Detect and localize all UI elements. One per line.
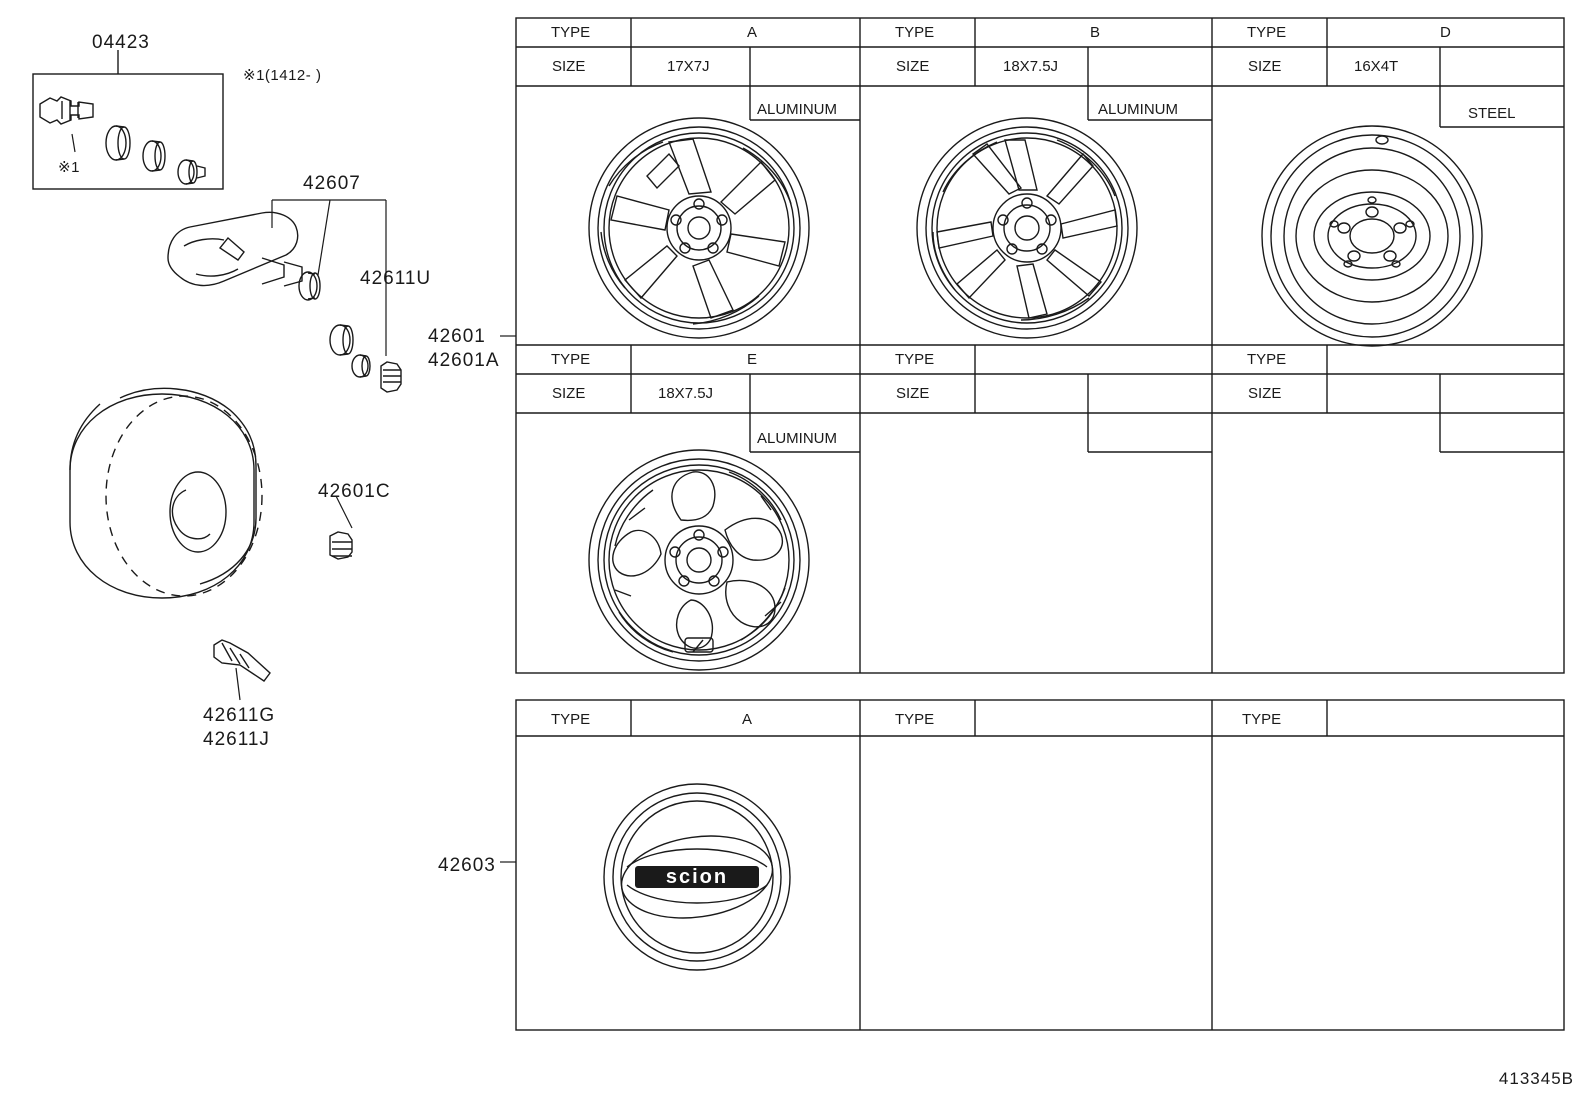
wheel-d-type-value: D: [1440, 24, 1451, 41]
wheel-d-size-label: SIZE: [1248, 58, 1282, 75]
label-42607: 42607: [303, 173, 361, 194]
wheel-e-size-label: SIZE: [552, 385, 586, 402]
wheel-table-grid: [516, 18, 1564, 673]
diagram-code: 413345B: [1498, 1069, 1574, 1088]
wheel-a-type-label: TYPE: [551, 24, 591, 41]
cap-blank1-type-label: TYPE: [895, 711, 935, 728]
label-42603: 42603: [438, 855, 496, 876]
wheel-a-size-label: SIZE: [552, 58, 586, 75]
wheel-d-size-value: 16X4T: [1354, 58, 1399, 75]
wheel-b-material: ALUMINUM: [1098, 101, 1179, 118]
note-date-range: ※1(1412- ): [243, 67, 322, 84]
wheel-type-e: [589, 450, 809, 670]
cap-a-type-label: TYPE: [551, 711, 591, 728]
cap-blank2-type-label: TYPE: [1242, 711, 1282, 728]
wheel-e-type-label: TYPE: [551, 351, 591, 368]
wheel-d-material: STEEL: [1468, 105, 1516, 122]
wheel-e-size-value: 18X7.5J: [658, 385, 714, 402]
wheel-d-type-label: TYPE: [1247, 24, 1287, 41]
wheel-b-size-value: 18X7.5J: [1003, 58, 1059, 75]
label-42601C: 42601C: [318, 481, 391, 502]
wheel-type-b: [917, 118, 1137, 338]
tpms-sensor-42607: [168, 212, 401, 392]
wheel-blank1-type-label: TYPE: [895, 351, 935, 368]
wheel-a-material: ALUMINUM: [757, 101, 838, 118]
wheel-a-type-value: A: [747, 24, 758, 41]
cap-table-grid: [516, 700, 1564, 1030]
wheel-b-type-value: B: [1090, 24, 1101, 41]
wheel-b-type-label: TYPE: [895, 24, 935, 41]
wheel-b-size-label: SIZE: [896, 58, 930, 75]
wheel-blank2-size-label: SIZE: [1248, 385, 1282, 402]
cap-a-type-value: A: [742, 711, 753, 728]
wheel-e-type-value: E: [747, 351, 758, 368]
label-42611J: 42611J: [203, 729, 270, 750]
wheel-blank1-size-label: SIZE: [896, 385, 930, 402]
tire-drawing: [70, 388, 262, 598]
valve-42611G: [214, 640, 270, 681]
wheel-e-material: ALUMINUM: [757, 430, 838, 447]
wheel-type-d: [1262, 126, 1482, 346]
label-04423: 04423: [92, 32, 150, 53]
wheel-type-a: [589, 118, 809, 338]
wheel-blank2-type-label: TYPE: [1247, 351, 1287, 368]
scion-wordmark: [635, 866, 759, 888]
label-42611G: 42611G: [203, 705, 276, 726]
label-42601: 42601: [428, 326, 486, 347]
svg-text:scion: scion: [665, 866, 729, 888]
label-42601A: 42601A: [428, 350, 500, 371]
note-mark-1: ※1: [58, 159, 80, 176]
label-42611U: 42611U: [360, 268, 432, 289]
valve-42601C: [330, 532, 352, 559]
wheel-a-size-value: 17X7J: [667, 58, 710, 75]
